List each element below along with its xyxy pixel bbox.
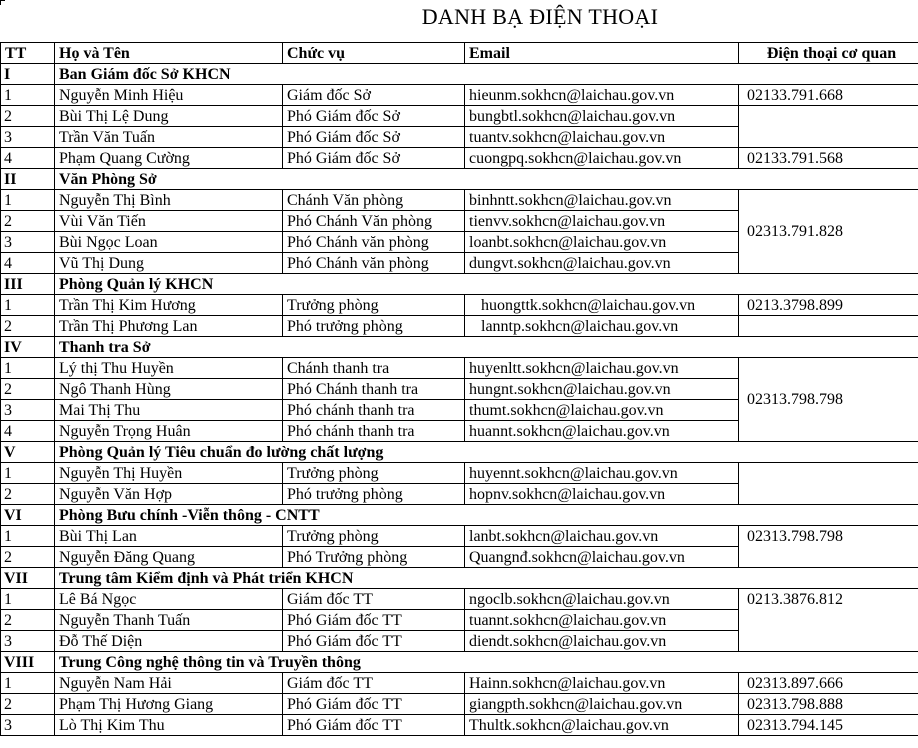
row-number: 3: [1, 400, 55, 421]
row-email[interactable]: binhntt.sokhcn@laichau.gov.vn: [465, 190, 739, 211]
section-phone: [739, 463, 918, 505]
row-name: Bùi Thị Lệ Dung: [55, 106, 283, 127]
section-title: Phòng Bưu chính -Viễn thông - CNTT: [55, 505, 918, 526]
row-name: Phạm Quang Cường: [55, 148, 283, 169]
section-number: I: [1, 64, 55, 85]
row-name: Lý thị Thu Huyền: [55, 358, 283, 379]
row-name: Trần Văn Tuấn: [55, 127, 283, 148]
row-email[interactable]: huannt.sokhcn@laichau.gov.vn: [465, 421, 739, 442]
row-name: Nguyễn Đăng Quang: [55, 547, 283, 568]
row-email[interactable]: tienvv.sokhcn@laichau.gov.vn: [465, 211, 739, 232]
section-number: II: [1, 169, 55, 190]
table-row: [1, 526, 918, 547]
row-name: Lò Thị Kim Thu: [55, 715, 283, 736]
row-name: Lê Bá Ngọc: [55, 589, 283, 610]
row-position: Chánh thanh tra: [283, 358, 465, 379]
row-number: 2: [1, 379, 55, 400]
header-name: Họ và Tên: [55, 43, 283, 64]
section-title: Trung Công nghệ thông tin và Truyền thông: [55, 652, 918, 673]
row-position: Phó Giám đốc Sở: [283, 127, 465, 148]
row-name: Vũ Thị Dung: [55, 253, 283, 274]
row-name: Bùi Thị Lan: [55, 526, 283, 547]
row-number: 1: [1, 358, 55, 379]
phone-directory-table: [0, 42, 918, 736]
row-email[interactable]: hungnt.sokhcn@laichau.gov.vn: [465, 379, 739, 400]
section-title: Trung tâm Kiểm định và Phát triển KHCN: [55, 568, 918, 589]
table-row: [1, 463, 918, 484]
row-number: 1: [1, 673, 55, 694]
row-name: Trần Thị Phương Lan: [55, 316, 283, 337]
row-name: Nguyễn Nam Hải: [55, 673, 283, 694]
row-number: 4: [1, 421, 55, 442]
row-email[interactable]: bungbtl.sokhcn@laichau.gov.vn: [465, 106, 739, 127]
row-number: 2: [1, 694, 55, 715]
table-row: [1, 106, 918, 127]
row-position: Phó Giám đốc TT: [283, 631, 465, 652]
section-row: [1, 568, 918, 589]
section-number: IV: [1, 337, 55, 358]
section-title: Ban Giám đốc Sở KHCN: [55, 64, 918, 85]
table-row: [1, 694, 918, 715]
section-title: Phòng Quản lý KHCN: [55, 274, 918, 295]
table-header-row: [1, 43, 918, 64]
row-email[interactable]: diendt.sokhcn@laichau.gov.vn: [465, 631, 739, 652]
table-row: [1, 589, 918, 610]
row-email[interactable]: hopnv.sokhcn@laichau.gov.vn: [465, 484, 739, 505]
section-number: VII: [1, 568, 55, 589]
row-number: 4: [1, 253, 55, 274]
row-position: Giám đốc TT: [283, 673, 465, 694]
row-email[interactable]: Thultk.sokhcn@laichau.gov.vn: [465, 715, 739, 736]
section-row: [1, 169, 918, 190]
section-phone: 02313.798.798: [739, 358, 918, 442]
row-number: 2: [1, 484, 55, 505]
table-row: [1, 316, 918, 337]
row-position: Phó chánh thanh tra: [283, 400, 465, 421]
header-position: Chức vụ: [283, 43, 465, 64]
row-position: Phó Giám đốc Sở: [283, 106, 465, 127]
row-position: Phó chánh thanh tra: [283, 421, 465, 442]
row-email[interactable]: loanbt.sokhcn@laichau.gov.vn: [465, 232, 739, 253]
row-number: 2: [1, 547, 55, 568]
row-email[interactable]: dungvt.sokhcn@laichau.gov.vn: [465, 253, 739, 274]
header-phone: Điện thoại cơ quan: [739, 43, 918, 64]
row-email[interactable]: hieunm.sokhcn@laichau.gov.vn: [465, 85, 739, 106]
row-phone: 02313.897.666: [739, 673, 918, 694]
row-position: Phó trưởng phòng: [283, 484, 465, 505]
row-number: 3: [1, 232, 55, 253]
section-row: [1, 337, 918, 358]
row-number: 2: [1, 211, 55, 232]
row-number: 1: [1, 463, 55, 484]
row-number: 2: [1, 610, 55, 631]
row-phone: 02313.794.145: [739, 715, 918, 736]
section-phone: 02313.791.828: [739, 190, 918, 274]
row-email[interactable]: cuongpq.sokhcn@laichau.gov.vn: [465, 148, 739, 169]
row-email[interactable]: Hainn.sokhcn@laichau.gov.vn: [465, 673, 739, 694]
section-row: [1, 442, 918, 463]
row-position: Phó Chánh văn phòng: [283, 232, 465, 253]
row-name: Đỗ Thế Diện: [55, 631, 283, 652]
header-tt: TT: [1, 43, 55, 64]
row-position: Phó Chánh văn phòng: [283, 253, 465, 274]
row-number: 2: [1, 106, 55, 127]
row-position: Phó Giám đốc TT: [283, 694, 465, 715]
row-phone: 02133.791.668: [739, 85, 918, 106]
row-email[interactable]: tuantv.sokhcn@laichau.gov.vn: [465, 127, 739, 148]
row-name: Nguyễn Thị Bình: [55, 190, 283, 211]
section-number: VIII: [1, 652, 55, 673]
row-email[interactable]: lanntp.sokhcn@laichau.gov.vn: [465, 316, 739, 337]
row-position: Phó trưởng phòng: [283, 316, 465, 337]
row-number: 3: [1, 715, 55, 736]
section-title: Thanh tra Sở: [55, 337, 918, 358]
row-name: Vùi Văn Tiến: [55, 211, 283, 232]
row-position: Phó Giám đốc Sở: [283, 148, 465, 169]
table-row: [1, 148, 918, 169]
row-position: Phó Chánh thanh tra: [283, 379, 465, 400]
row-email[interactable]: giangpth.sokhcn@laichau.gov.vn: [465, 694, 739, 715]
row-phone: 02133.791.568: [739, 148, 918, 169]
row-phone: 0213.3798.899: [739, 295, 918, 316]
table-row: [1, 358, 918, 379]
row-email[interactable]: huongttk.sokhcn@laichau.gov.vn: [465, 295, 739, 316]
row-email[interactable]: thumt.sokhcn@laichau.gov.vn: [465, 400, 739, 421]
row-email[interactable]: huyenltt.sokhcn@laichau.gov.vn: [465, 358, 739, 379]
table-row: [1, 715, 918, 736]
section-title: Văn Phòng Sở: [55, 169, 918, 190]
row-name: Nguyễn Trọng Huân: [55, 421, 283, 442]
row-position: Giám đốc Sở: [283, 85, 465, 106]
table-row: [1, 295, 918, 316]
row-email[interactable]: lanbt.sokhcn@laichau.gov.vn: [465, 526, 739, 547]
section-row: [1, 505, 918, 526]
section-title: Phòng Quản lý Tiêu chuẩn đo lường chất lượng: [55, 442, 918, 463]
row-email[interactable]: huyennt.sokhcn@laichau.gov.vn: [465, 463, 739, 484]
section-phone: 02313.798.798: [739, 526, 918, 568]
row-name: Nguyễn Văn Hợp: [55, 484, 283, 505]
page-title: DANH BẠ ĐIỆN THOẠI: [421, 4, 659, 29]
row-position: Trưởng phòng: [283, 526, 465, 547]
row-number: 1: [1, 526, 55, 547]
row-number: 3: [1, 127, 55, 148]
row-number: 1: [1, 190, 55, 211]
row-name: Nguyễn Minh Hiệu: [55, 85, 283, 106]
row-phone: [739, 106, 918, 148]
row-position: Trưởng phòng: [283, 295, 465, 316]
section-number: VI: [1, 505, 55, 526]
row-position: Phó Giám đốc TT: [283, 715, 465, 736]
section-row: [1, 64, 918, 85]
row-number: 1: [1, 295, 55, 316]
row-phone: 02313.798.888: [739, 694, 918, 715]
row-name: Phạm Thị Hương Giang: [55, 694, 283, 715]
row-phone: [739, 316, 918, 337]
row-position: Phó Giám đốc TT: [283, 610, 465, 631]
section-number: V: [1, 442, 55, 463]
section-row: [1, 652, 918, 673]
row-number: 4: [1, 148, 55, 169]
table-row: [1, 190, 918, 211]
row-number: 1: [1, 589, 55, 610]
header-email: Email: [465, 43, 739, 64]
table-row: [1, 673, 918, 694]
row-email[interactable]: Quangnđ.sokhcn@laichau.gov.vn: [465, 547, 739, 568]
row-name: Bùi Ngọc Loan: [55, 232, 283, 253]
row-number: 3: [1, 631, 55, 652]
row-name: Ngô Thanh Hùng: [55, 379, 283, 400]
row-position: Giám đốc TT: [283, 589, 465, 610]
row-name: Nguyễn Thị Huyền: [55, 463, 283, 484]
row-email[interactable]: ngoclb.sokhcn@laichau.gov.vn: [465, 589, 739, 610]
row-name: Trần Thị Kim Hương: [55, 295, 283, 316]
row-email[interactable]: tuannt.sokhcn@laichau.gov.vn: [465, 610, 739, 631]
row-name: Nguyễn Thanh Tuấn: [55, 610, 283, 631]
row-position: Chánh Văn phòng: [283, 190, 465, 211]
section-phone: 0213.3876.812: [739, 589, 918, 652]
table-row: [1, 85, 918, 106]
row-position: Trưởng phòng: [283, 463, 465, 484]
row-position: Phó Chánh Văn phòng: [283, 211, 465, 232]
section-number: III: [1, 274, 55, 295]
row-number: 2: [1, 316, 55, 337]
section-row: [1, 274, 918, 295]
row-position: Phó Trưởng phòng: [283, 547, 465, 568]
row-name: Mai Thị Thu: [55, 400, 283, 421]
row-number: 1: [1, 85, 55, 106]
